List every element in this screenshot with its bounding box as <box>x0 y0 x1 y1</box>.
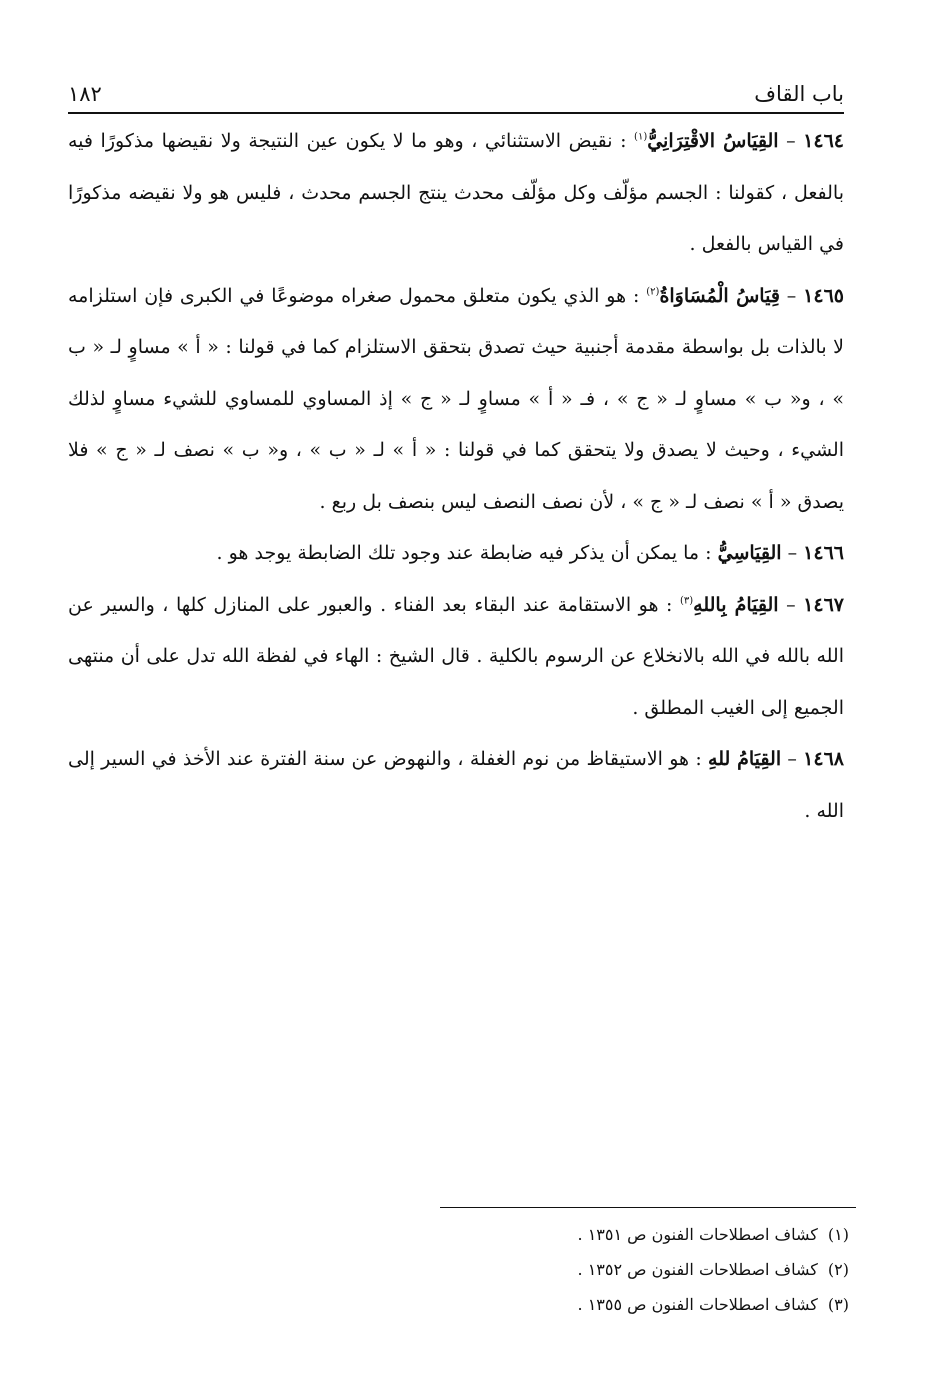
entry-definition: : هو الاستقامة عند البقاء بعد الفناء . والعبور على المنازل كلها ، والسير عن الله بالله في الله بالانخلاع عن الرسوم بالكلية . قال الشيخ : الهاء في لفظة الله تدل على أن منتهى الجميع إلى الغيب المطلق . <box>68 593 844 719</box>
entry-term: القِيَاسِيُّ <box>717 542 782 564</box>
footnote-text: كشاف اصطلاحات الفنون ص ١٣٥١ . <box>577 1225 818 1244</box>
entry-number: ١٤٦٦ <box>803 542 844 564</box>
chapter-title: باب القاف <box>754 82 844 106</box>
footnote-text: كشاف اصطلاحات الفنون ص ١٣٥٥ . <box>577 1295 818 1314</box>
entry-definition: : ما يمكن أن يذكر فيه ضابطة عند وجود تلك الضابطة يوجد هو . <box>216 542 718 564</box>
entry-term: القِيَامُ بِاللهِ <box>693 593 779 616</box>
footnote-ref: (٢) <box>646 286 660 298</box>
page-number: ١٨٢ <box>68 82 102 106</box>
entry-term: القِيَامُ للهِ <box>708 748 782 770</box>
entry-number: ١٤٦٤ <box>803 130 844 152</box>
footnote-ref: (٣) <box>679 595 694 607</box>
entry-term: القِيَاسُ الاقْتِرَانِيُّ <box>647 130 779 152</box>
entry-dash: – <box>781 542 804 564</box>
entry-definition: : هو الذي يكون متعلق محمول صغراه موضوعًا في الكبرى فإن استلزامه لا بالذات بل بواسطة مقدمة أجنبية حيث تصدق بتحقق الاستلزام كما في قولنا : « أ » مساوٍ لـ « ب » ، و« ب » مساوٍ لـ « ج » ، فـ « أ » مساوٍ لـ « ج » إذ المساوي للمساوي للشيء مساوٍ لذلك الشيء ، وحيث لا يصدق ولا يتحقق كما في قولنا : « أ » لـ « ب » ، و« ب » نصف لـ « ج » فلا يصدق « أ » نصف لـ « ج » ، لأن نصف النصف ليس بنصف بل ربع . <box>68 284 844 513</box>
entry-definition: : هو الاستيقاظ من نوم الغفلة ، والنهوض عن سنة الفترة عند الأخذ في السير إلى الله . <box>68 748 844 822</box>
entry-1466 <box>68 528 844 580</box>
footnote-ref: (١) <box>634 131 648 143</box>
entry-definition: : نقيض الاستثنائي ، وهو ما لا يكون عين النتيجة ولا نقيضها مذكورًا فيه بالفعل ، كقولنا : الجسم مؤلّف وكل مؤلّف محدث ينتج الجسم محدث ، فليس هو ولا نقيضه مذكورًا في القياس بالفعل . <box>68 130 844 255</box>
entry-1464 <box>68 116 844 271</box>
entry-number: ١٤٦٨ <box>803 748 844 770</box>
footnote-2 <box>440 1252 849 1287</box>
page-header <box>68 70 844 106</box>
page-body <box>68 116 844 837</box>
entry-dash: – <box>781 748 804 770</box>
header-rule <box>68 112 844 114</box>
footnote-1 <box>440 1217 849 1252</box>
footnote-number: (١) <box>827 1225 849 1244</box>
entry-term: قِيَاسُ الْمُسَاوَاةُ <box>659 284 780 307</box>
entry-dash: – <box>778 130 804 152</box>
footnotes <box>440 1217 849 1322</box>
footnote-rule <box>440 1207 856 1208</box>
footnote-number: (٣) <box>827 1295 849 1314</box>
entry-number: ١٤٦٥ <box>803 284 844 307</box>
entry-1467 <box>68 580 844 735</box>
footnote-3 <box>440 1287 849 1322</box>
entry-dash: – <box>778 593 804 616</box>
entry-1468 <box>68 734 844 837</box>
entry-number: ١٤٦٧ <box>803 593 844 616</box>
footnote-number: (٢) <box>827 1260 849 1279</box>
footnote-text: كشاف اصطلاحات الفنون ص ١٣٥٢ . <box>577 1260 818 1279</box>
entry-1465 <box>68 271 844 529</box>
entry-dash: – <box>779 284 804 307</box>
